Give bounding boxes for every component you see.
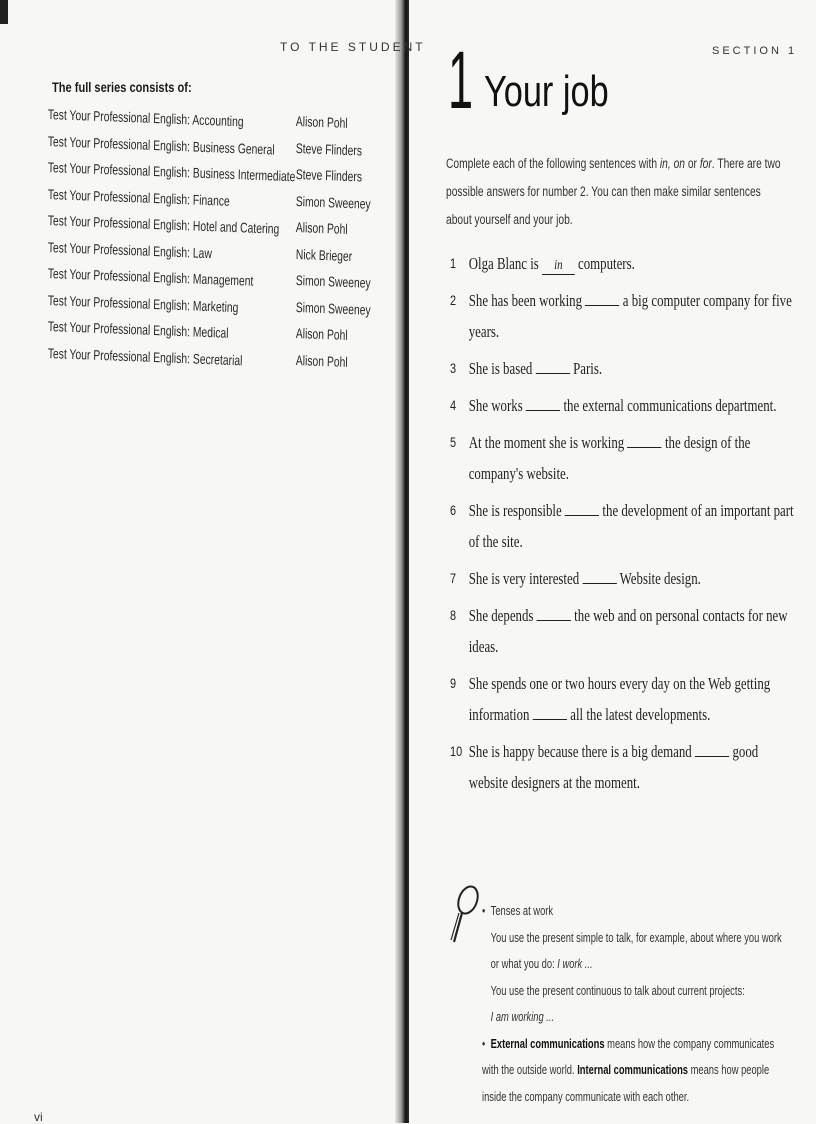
answer-blank[interactable] — [565, 501, 599, 516]
exercise-item — [450, 668, 796, 730]
exercise-text-after: a big computer company for five years. — [468, 291, 792, 341]
series-author: Alison Pohl — [295, 325, 348, 343]
series-book-title: Test Your Professional English: Law — [47, 238, 213, 261]
series-book-title: Test Your Professional English: Finance — [47, 185, 230, 209]
series-author: Simon Sweeney — [295, 272, 371, 291]
exercise-number: 5 — [450, 434, 457, 450]
series-author: Alison Pohl — [295, 113, 348, 131]
series-author: Alison Pohl — [295, 219, 348, 237]
exercise-text-before: She spends one or two hours every day on the Web getting information — [468, 674, 771, 724]
exercise-number: 2 — [450, 292, 457, 308]
exercise-item — [450, 248, 796, 279]
answer-blank[interactable] — [695, 742, 729, 757]
series-author: Nick Brieger — [295, 245, 353, 264]
exercise-item — [450, 495, 796, 557]
running-header-right: SECTION 1 — [712, 45, 798, 57]
exercise-text-after: good website designers at the moment. — [468, 742, 759, 792]
note-line — [482, 1004, 727, 1031]
answer-blank[interactable] — [526, 396, 560, 411]
exercise-number: 6 — [450, 502, 457, 518]
answer-blank[interactable] — [533, 705, 567, 720]
instructions-text-a: Complete each of the following sentences with — [446, 156, 660, 171]
series-row — [48, 318, 388, 345]
magnifier-icon — [448, 884, 482, 946]
series-row — [48, 345, 388, 372]
note-communications — [482, 1031, 777, 1111]
series-author: Simon Sweeney — [295, 298, 371, 318]
exercise-text-after: the external communications department. — [560, 396, 777, 415]
exercise-text-after: the design of the company's website. — [468, 433, 751, 483]
exercise-number: 4 — [450, 397, 457, 413]
exercise-text-before: She works — [468, 396, 526, 415]
note-example-work: I work ... — [557, 956, 593, 971]
external-comms-term: External communications — [490, 1035, 605, 1051]
instructions-text-c: or — [684, 156, 700, 171]
note-present-continuous: You use the present continuous to talk about current projects: — [490, 982, 745, 998]
exercise-text-after: the web and on personal contacts for new ideas. — [468, 606, 788, 656]
series-row — [48, 292, 388, 319]
answer-blank[interactable] — [537, 606, 571, 621]
exercise-item — [450, 736, 796, 798]
external-comms-text: means how the company communicates with the outside world. — [482, 1035, 775, 1077]
instructions-text-e: . There are two possible answers for number 2. You can then make similar sentences about yourself and your job. — [446, 156, 781, 227]
answer-blank[interactable] — [582, 569, 616, 584]
exercise-text-after: Website design. — [616, 569, 701, 588]
series-title: The full series consists of: — [52, 80, 192, 95]
series-book-title: Test Your Professional English: Business General — [47, 132, 275, 158]
series-row — [48, 212, 388, 239]
exercise-text-before: She depends — [468, 606, 537, 625]
instructions-text-d: for — [699, 156, 712, 171]
series-book-title: Test Your Professional English: Secretarial — [47, 344, 243, 368]
exercise-number: 7 — [450, 570, 457, 586]
series-book-title: Test Your Professional English: Medical — [47, 318, 229, 341]
exercise-item — [450, 600, 796, 662]
exercise-number: 1 — [450, 255, 457, 271]
internal-comms-term: Internal communications — [577, 1062, 688, 1077]
answer-blank[interactable] — [536, 359, 570, 374]
section-number: 1 — [448, 35, 474, 126]
instructions-text-b: in, on — [659, 156, 685, 171]
exercise-text-before: She is responsible — [468, 501, 565, 520]
bullet-icon: • — [482, 1035, 486, 1051]
exercise-item — [450, 353, 796, 384]
bullet-icon: • — [482, 903, 486, 918]
exercise-item — [450, 285, 796, 347]
exercise-text-before: She has been working — [468, 291, 586, 310]
instructions — [446, 150, 788, 234]
answer-blank[interactable] — [585, 291, 619, 306]
note-line — [482, 925, 786, 978]
exercise-number: 8 — [450, 607, 457, 623]
exercise-item — [450, 563, 796, 594]
running-header-left: TO THE STUDENT — [280, 40, 426, 54]
exercise-list — [450, 248, 794, 804]
series-author: Simon Sweeney — [295, 192, 371, 212]
exercise-text-before: She is happy because there is a big demand — [468, 742, 695, 761]
series-book-title: Test Your Professional English: Management — [47, 265, 254, 289]
book-spine — [395, 0, 409, 1123]
series-row — [48, 186, 388, 213]
answer-blank[interactable]: in — [542, 260, 575, 275]
exercise-item — [450, 390, 796, 421]
series-list — [48, 106, 388, 371]
exercise-text-before: She is based — [468, 359, 536, 378]
series-author: Alison Pohl — [295, 351, 348, 370]
note-example-working: I am working ... — [490, 1009, 555, 1024]
internal-comms-text: means how people inside the company communicate with each other. — [482, 1062, 770, 1104]
exercise-text-after: computers. — [574, 254, 635, 273]
answer-blank[interactable] — [627, 433, 661, 448]
exercise-text-after: the development of an important part of the site. — [468, 501, 794, 551]
series-row — [48, 106, 388, 133]
exercise-text-before: At the moment she is working — [468, 433, 628, 452]
exercise-number: 9 — [450, 675, 457, 691]
series-row — [48, 265, 388, 292]
exercise-text-after: Paris. — [569, 359, 603, 378]
series-author: Steve Flinders — [295, 166, 363, 185]
series-book-title: Test Your Professional English: Hotel and Catering — [47, 212, 280, 237]
series-author: Steve Flinders — [295, 139, 363, 158]
series-row — [48, 159, 388, 186]
exercise-number: 10 — [450, 743, 463, 759]
tenses-heading: Tenses at work — [490, 903, 554, 918]
exercise-text-before: She is very interested — [468, 569, 583, 588]
series-book-title: Test Your Professional English: Marketing — [47, 291, 239, 315]
series-book-title: Test Your Professional English: Accounting — [47, 106, 244, 130]
note-line — [482, 978, 745, 1005]
section-title: Your job — [484, 67, 609, 116]
page-number: vi — [34, 1110, 43, 1124]
note-tenses — [482, 898, 727, 925]
series-row — [48, 133, 388, 160]
exercise-text-after: all the latest developments. — [567, 705, 711, 724]
notes-box — [482, 898, 816, 1110]
exercise-number: 3 — [450, 360, 457, 376]
exercise-text-before: Olga Blanc is — [468, 254, 543, 273]
note-present-simple: You use the present simple to talk, for example, about where you work or what you do: — [490, 929, 782, 971]
exercise-item — [450, 427, 796, 489]
corner-mark — [0, 0, 8, 24]
series-row — [48, 239, 388, 266]
series-book-title: Test Your Professional English: Business Intermediate — [47, 159, 296, 185]
